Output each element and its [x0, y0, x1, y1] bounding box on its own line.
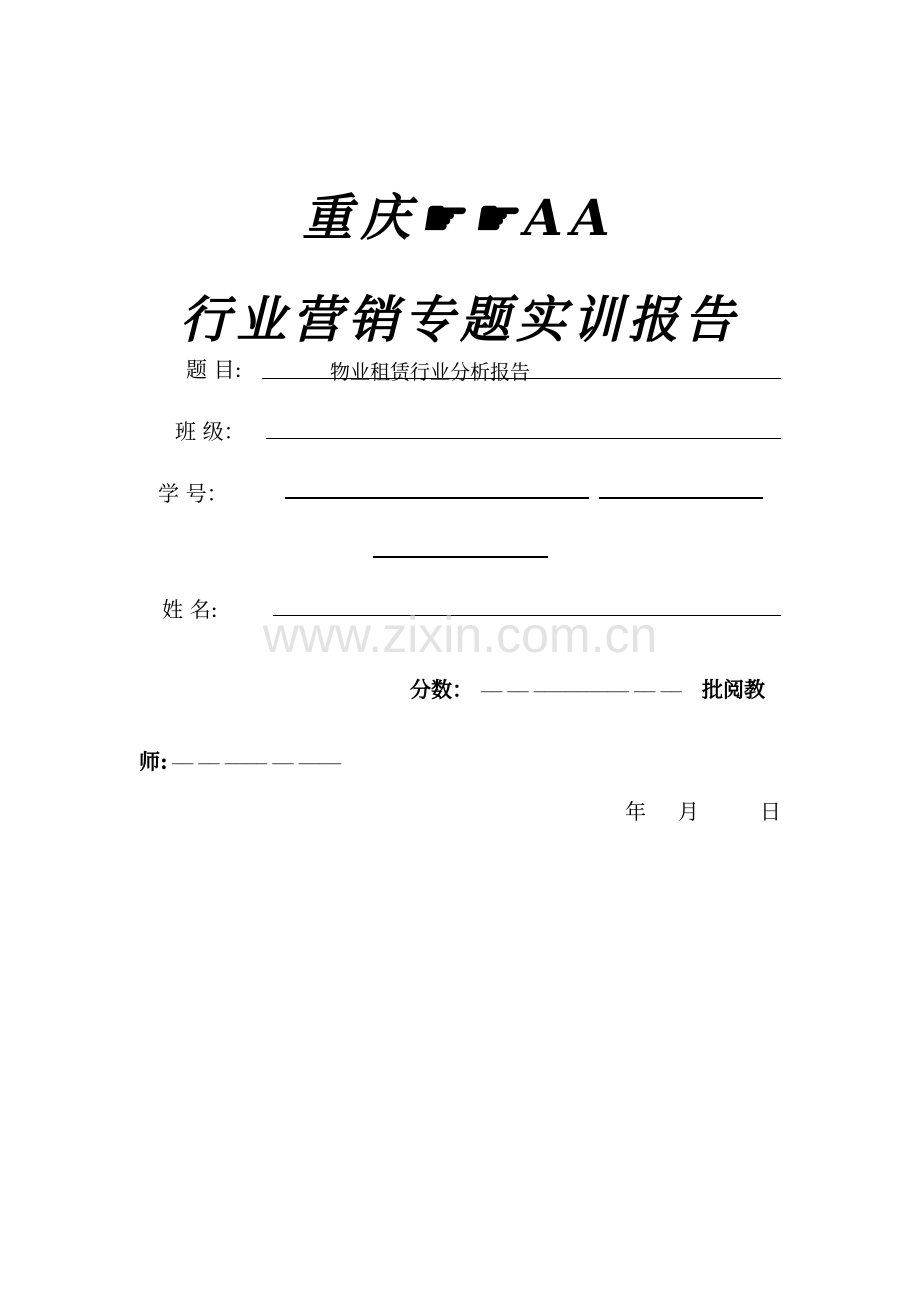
student-id-underline-1 — [285, 497, 589, 499]
topic-underline — [262, 378, 781, 379]
reviewer-label-part2: 师: — [139, 749, 168, 774]
score-blank: __ __ _________ __ __ — [481, 674, 682, 695]
watermark: www.zixin.com.cn — [262, 607, 658, 663]
reviewer-blank: __ __ ____ __ ____ — [172, 746, 342, 767]
name-label: 姓 名: — [162, 598, 218, 622]
student-id-underline-2 — [599, 497, 763, 499]
date-year: 年 — [625, 800, 646, 824]
student-id-underline-3 — [373, 556, 548, 558]
date-month: 月 — [678, 800, 699, 824]
topic-value: 物业租赁行业分析报告 — [330, 360, 530, 384]
reviewer-label-part1: 批阅教 — [702, 677, 765, 702]
date-day: 日 — [760, 800, 781, 824]
class-label: 班 级： — [175, 420, 245, 444]
student-id-label: 学 号： — [158, 482, 228, 506]
school-name: 重庆☛☛AA — [302, 188, 618, 247]
report-title: 行业营销专题实训报告 — [180, 290, 740, 349]
class-underline — [266, 438, 781, 439]
score-label: 分数： — [410, 677, 473, 702]
topic-label: 题 目: — [186, 358, 242, 382]
